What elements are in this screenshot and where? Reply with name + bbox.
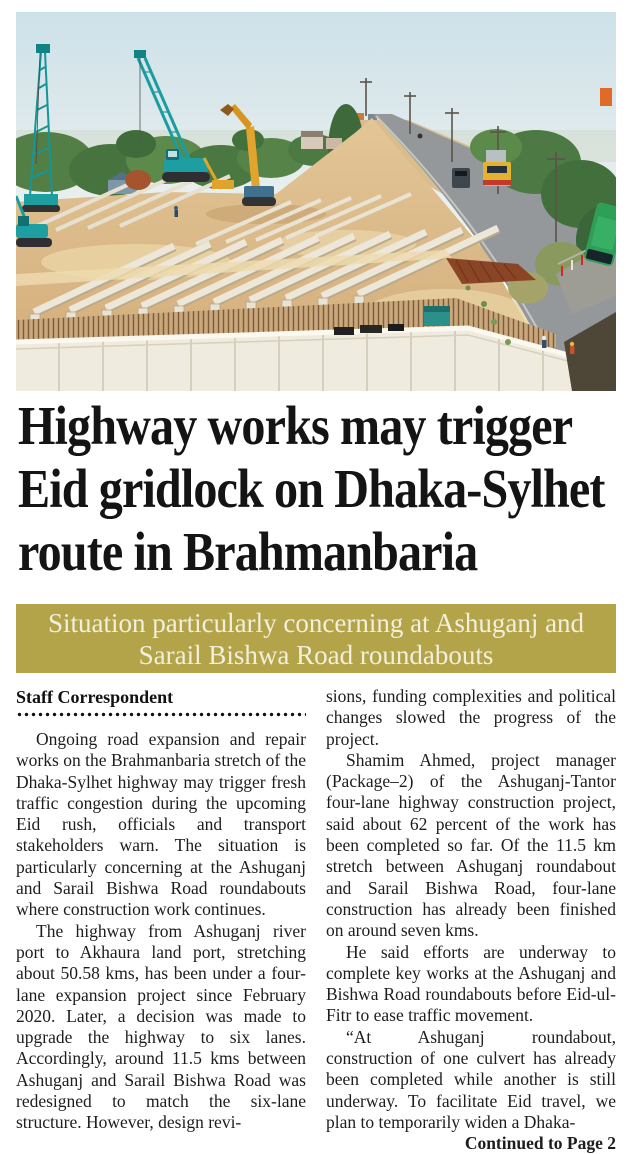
truck-dark: [452, 168, 470, 188]
column-right: [326, 686, 616, 1154]
paragraph: Shamim Ahmed, project manager (Package–2) of the Ashuganj-Tantor four-lane highway construction project, said about 62 percent of the work has been completed so far. Of the 11.5 km stretch between Ashuganj roundabout and Sarail Bishwa Road, four-lane construction has already been finished on around seven kms.: [326, 749, 616, 941]
headline: Highway works may trigger Eid gridlock on Dhaka-Sylhet route in Brahmanbaria: [18, 395, 605, 582]
paragraph: Ongoing road expansion and repair works on the Brahmanbaria stretch of the Dhaka-Sylhet highway may trigger fresh traffic congestion during the upcoming Eid rush, officials and transport stakeholders warn. The situation is particularly concerning at the Ashuganj and Sarail Bishwa Road roundabouts where construction work continues.: [16, 729, 306, 920]
motorbike: [418, 134, 423, 139]
paragraph: He said efforts are underway to complete key works at the Ashuganj and Bishwa Road roundabouts before Eid-ul-Fitr to ease traffic movement.: [326, 941, 616, 1026]
subhead-banner: [16, 604, 616, 673]
article-photo: [16, 12, 616, 391]
generator: [424, 306, 450, 326]
construction-site-illustration: [16, 12, 616, 391]
column-left: [16, 686, 306, 1154]
byline-rule: [16, 712, 306, 717]
billboard: [600, 88, 612, 106]
article-body: [16, 686, 616, 1154]
dry-tree: [125, 170, 151, 190]
paragraph: sions, funding complexities and political changes slowed the progress of the project.: [326, 686, 616, 749]
continued-note: Continued to Page 2: [464, 1133, 616, 1154]
byline: Staff Correspondent: [16, 687, 174, 707]
paragraph: “At Ashuganj roundabout, construction of one culvert has already been completed while another is still underway. To facilitate Eid travel, we plan to temporarily widen a Dhaka-: [326, 1026, 616, 1132]
subhead-text: Situation particularly concerning at Ashuganj and Sarail Bishwa Road roundabouts: [47, 607, 585, 670]
paragraph: The highway from Ashuganj river port to Akhaura land port, stretching about 50.58 kms, has been under a four-lane expansion project since February 2020. Later, a decision was made to upgrade the highway to six lanes. Accordingly, around 11.5 kms between Ashuganj and Sarail Bishwa Road was redesigned to match the six-lane structure. However, design revi-: [16, 920, 306, 1133]
